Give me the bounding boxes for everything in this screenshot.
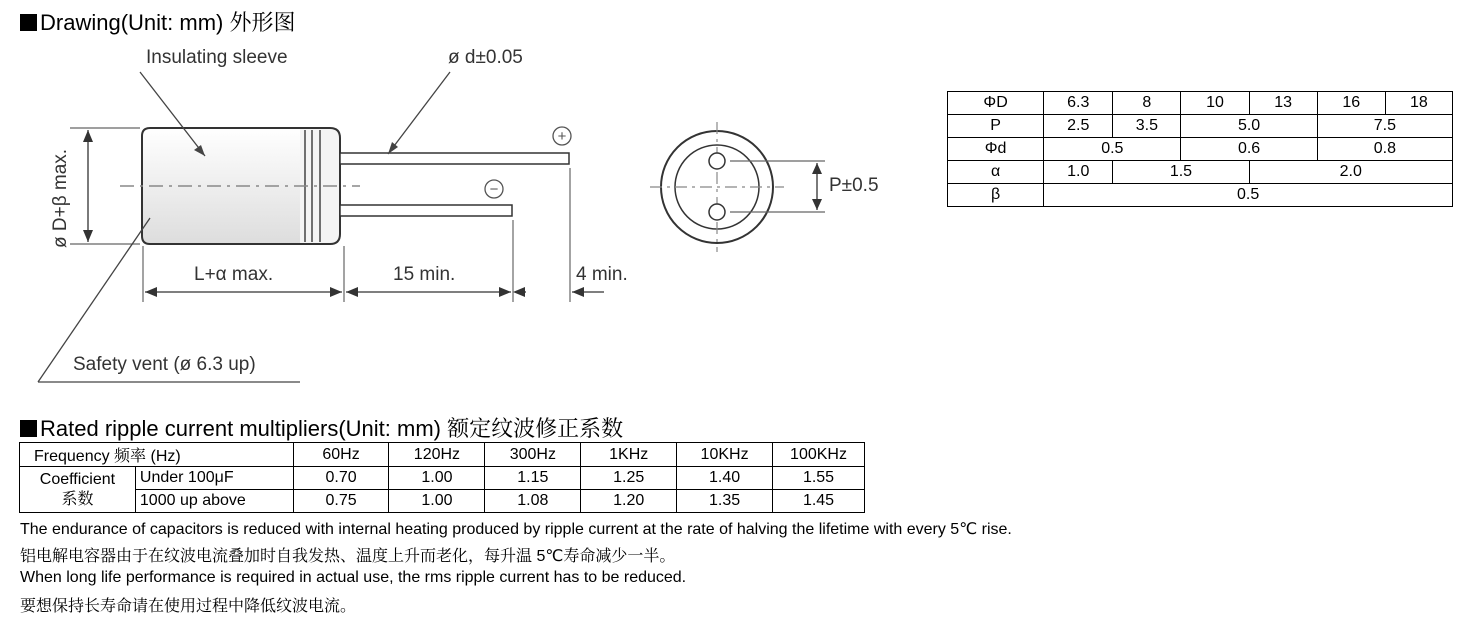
note-long-life-en: When long life performance is required in actual use, the rms ripple current has to be reduced. [20, 569, 687, 586]
svg-text:−: − [489, 181, 499, 198]
end-view-lead-bottom [709, 204, 725, 220]
row-label: α [948, 161, 1044, 184]
capacitor-drawing [0, 30, 910, 390]
table-row: ΦD 6.3 8 10 13 16 18 [948, 92, 1453, 115]
square-bullet-icon [20, 14, 37, 31]
body-diameter-label: ø D+β max. [50, 148, 71, 248]
insulating-sleeve-label: Insulating sleeve [146, 47, 288, 68]
row-label: ΦD [948, 92, 1044, 115]
lead-minus [340, 205, 512, 216]
table-row: P 2.5 3.5 5.0 7.5 [948, 115, 1453, 138]
lead-plus [340, 153, 569, 164]
row-label: P [948, 115, 1044, 138]
drawing-heading: Drawing(Unit: mm) 外形图 [20, 6, 295, 37]
frequency-label: Frequency 频率 (Hz) [20, 443, 294, 467]
table-row: α 1.0 1.5 2.0 [948, 161, 1453, 184]
svg-text:+: + [557, 128, 567, 145]
table-row: Coefficient 系数 Under 100μF 0.70 1.00 1.15 1.25 1.40 1.55 [20, 467, 865, 490]
square-bullet-icon [20, 420, 37, 437]
length-label: L+α max. [194, 264, 274, 285]
dimension-table [947, 91, 1453, 207]
note-endurance-cn: 铝电解电容器由于在纹波电流叠加时自我发热、温度上升而老化，每升温 5℃寿命减少一半。 [20, 548, 676, 565]
end-view-lead-top [709, 153, 725, 169]
lead-diff-label: 4 min. [576, 264, 628, 285]
lead-diameter-label: ø d±0.05 [448, 47, 523, 68]
coefficient-label: Coefficient 系数 [20, 467, 136, 513]
note-endurance-en: The endurance of capacitors is reduced with internal heating produced by ripple current at the rate of halving the lifetime with every 5℃ rise. [20, 521, 1012, 538]
note-long-life-cn: 要想保持长寿命请在使用过程中降低纹波电流。 [20, 598, 357, 615]
ripple-table [19, 442, 865, 513]
ripple-heading: Rated ripple current multipliers(Unit: mm) 额定纹波修正系数 [20, 412, 623, 443]
table-row: Φd 0.5 0.6 0.8 [948, 138, 1453, 161]
table-row: β 0.5 [948, 184, 1453, 207]
lead-min-label: 15 min. [393, 264, 456, 285]
safety-vent-label: Safety vent (ø 6.3 up) [73, 354, 256, 375]
row-label: Φd [948, 138, 1044, 161]
pitch-label: P±0.5 [829, 175, 879, 196]
table-row: Frequency 频率 (Hz) 60Hz 120Hz 300Hz 1KHz 10KHz 100KHz [20, 443, 865, 467]
table-row: 1000 up above 0.75 1.00 1.08 1.20 1.35 1.45 [20, 490, 865, 513]
row-label: β [948, 184, 1044, 207]
